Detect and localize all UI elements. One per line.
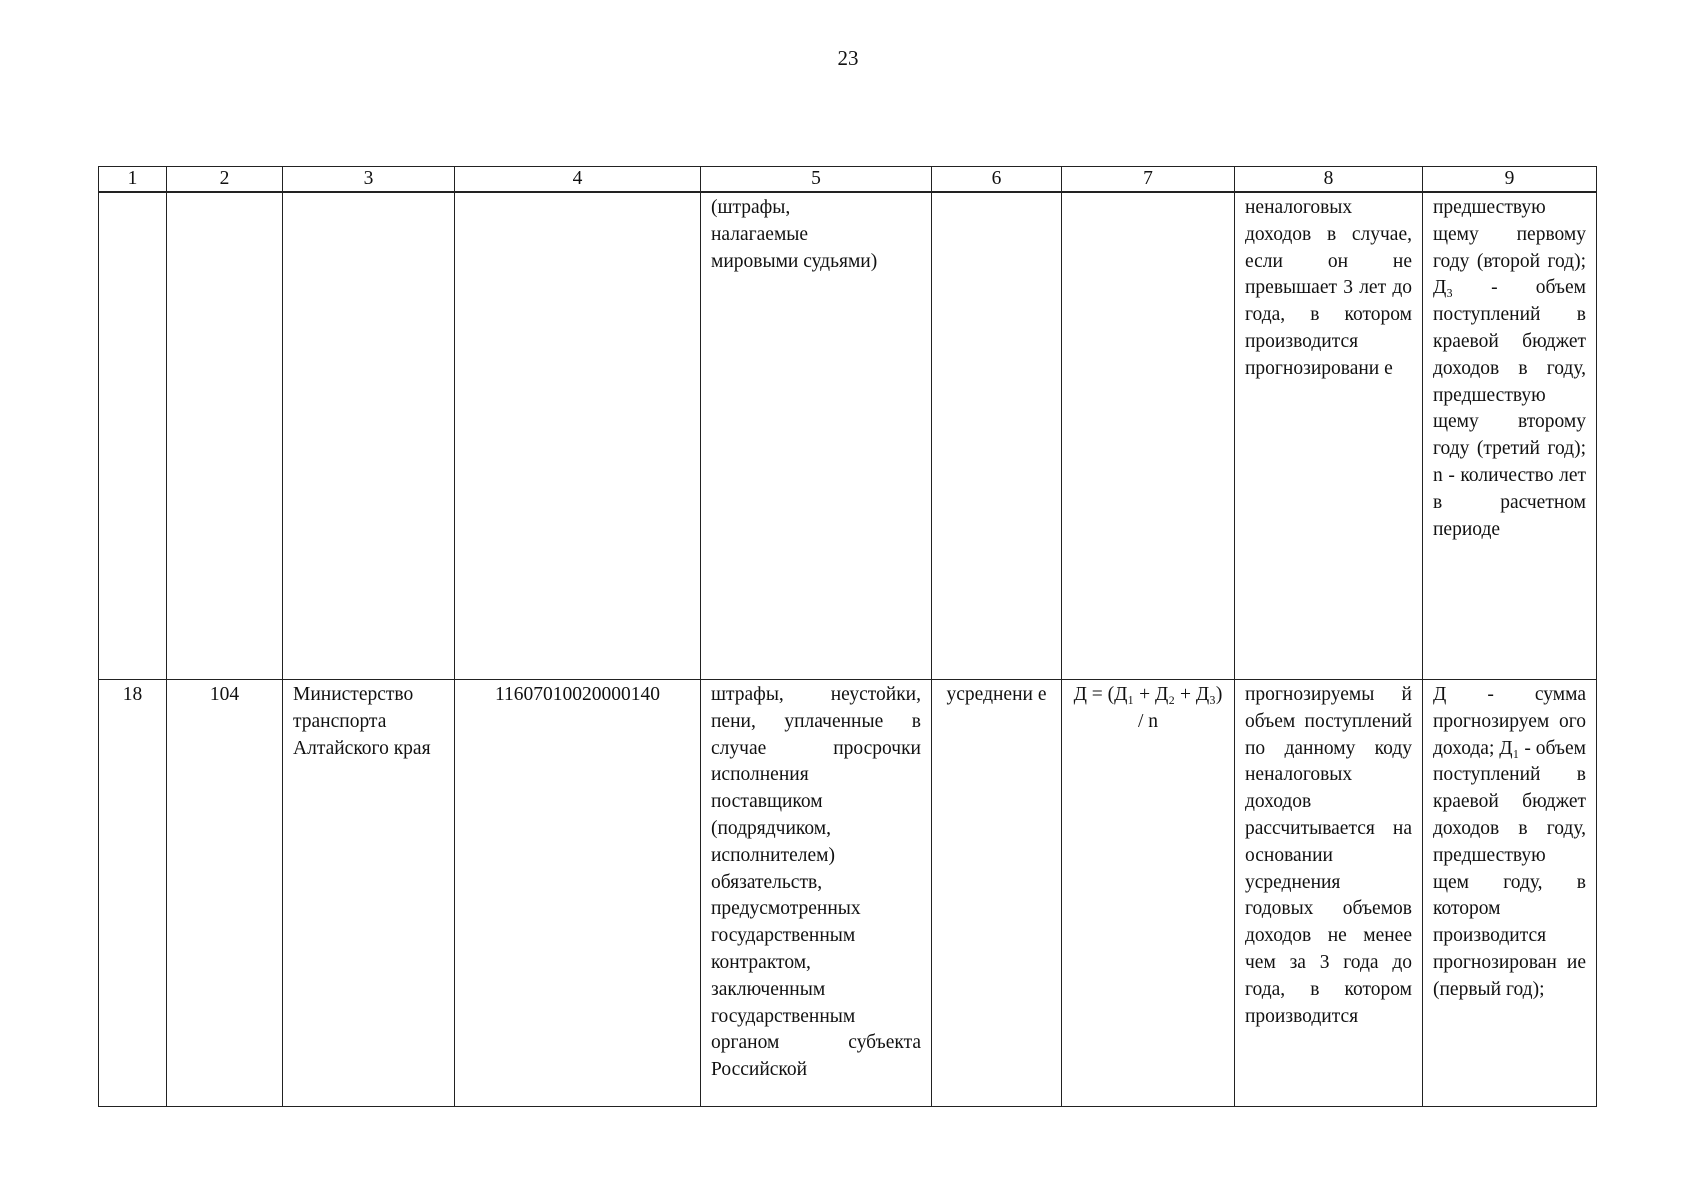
table-row-continuation bbox=[99, 192, 1597, 680]
table-row-18 bbox=[99, 680, 1597, 1107]
cell-admin-code bbox=[167, 192, 283, 680]
header-col-5: 5 bbox=[701, 167, 932, 193]
cell-method: усреднени е bbox=[932, 680, 1062, 1107]
column-number-header-row bbox=[99, 167, 1597, 193]
cell-formula: Д = (Д₁ + Д₂ + Д₃) / n bbox=[1062, 680, 1235, 1107]
header-col-8: 8 bbox=[1235, 167, 1423, 193]
cell-method bbox=[932, 192, 1062, 680]
cell-administrator bbox=[283, 192, 455, 680]
header-col-6: 6 bbox=[932, 167, 1062, 193]
cell-algorithm: прогнозируемы й объем поступлений по данному коду неналоговых доходов рассчитывается на основании усреднения годовых объемов доходов не менее чем за 3 года до года, в котором производится bbox=[1235, 680, 1423, 1107]
cell-revenue-name: штрафы, неустойки, пени, уплаченные в случае просрочки исполнения поставщиком (подрядчиком, исполнителем) обязательств, предусмотренных государственным контрактом, заключенным государственным органом субъекта Российской bbox=[701, 680, 932, 1107]
cell-administrator: Министерство транспорта Алтайского края bbox=[283, 680, 455, 1107]
header-col-1: 1 bbox=[99, 167, 167, 193]
cell-budget-code: 11607010020000140 bbox=[455, 680, 701, 1107]
header-col-4: 4 bbox=[455, 167, 701, 193]
cell-number: 18 bbox=[99, 680, 167, 1107]
cell-revenue-name: (штрафы, налагаемые мировыми судьями) bbox=[701, 192, 932, 680]
cell-number bbox=[99, 192, 167, 680]
cell-formula bbox=[1062, 192, 1235, 680]
revenue-forecast-table bbox=[98, 166, 1597, 1107]
cell-budget-code bbox=[455, 192, 701, 680]
header-col-3: 3 bbox=[283, 167, 455, 193]
header-col-9: 9 bbox=[1423, 167, 1597, 193]
page-number: 23 bbox=[837, 46, 859, 70]
header-col-2: 2 bbox=[167, 167, 283, 193]
cell-admin-code: 104 bbox=[167, 680, 283, 1107]
header-col-7: 7 bbox=[1062, 167, 1235, 193]
cell-indicators: Д - сумма прогнозируем ого дохода; Д₁ - объем поступлений в краевой бюджет доходов в году, предшествую щем году, в котором производится прогнозирован ие (первый год); bbox=[1423, 680, 1597, 1107]
cell-algorithm: неналоговых доходов в случае, если он не превышает 3 лет до года, в котором производится прогнозировани е bbox=[1235, 192, 1423, 680]
cell-indicators: предшествую щему первому году (второй год); Д₃ - объем поступлений в краевой бюджет доходов в году, предшествую щему второму году (третий год); n - количество лет в расчетном периоде bbox=[1423, 192, 1597, 680]
